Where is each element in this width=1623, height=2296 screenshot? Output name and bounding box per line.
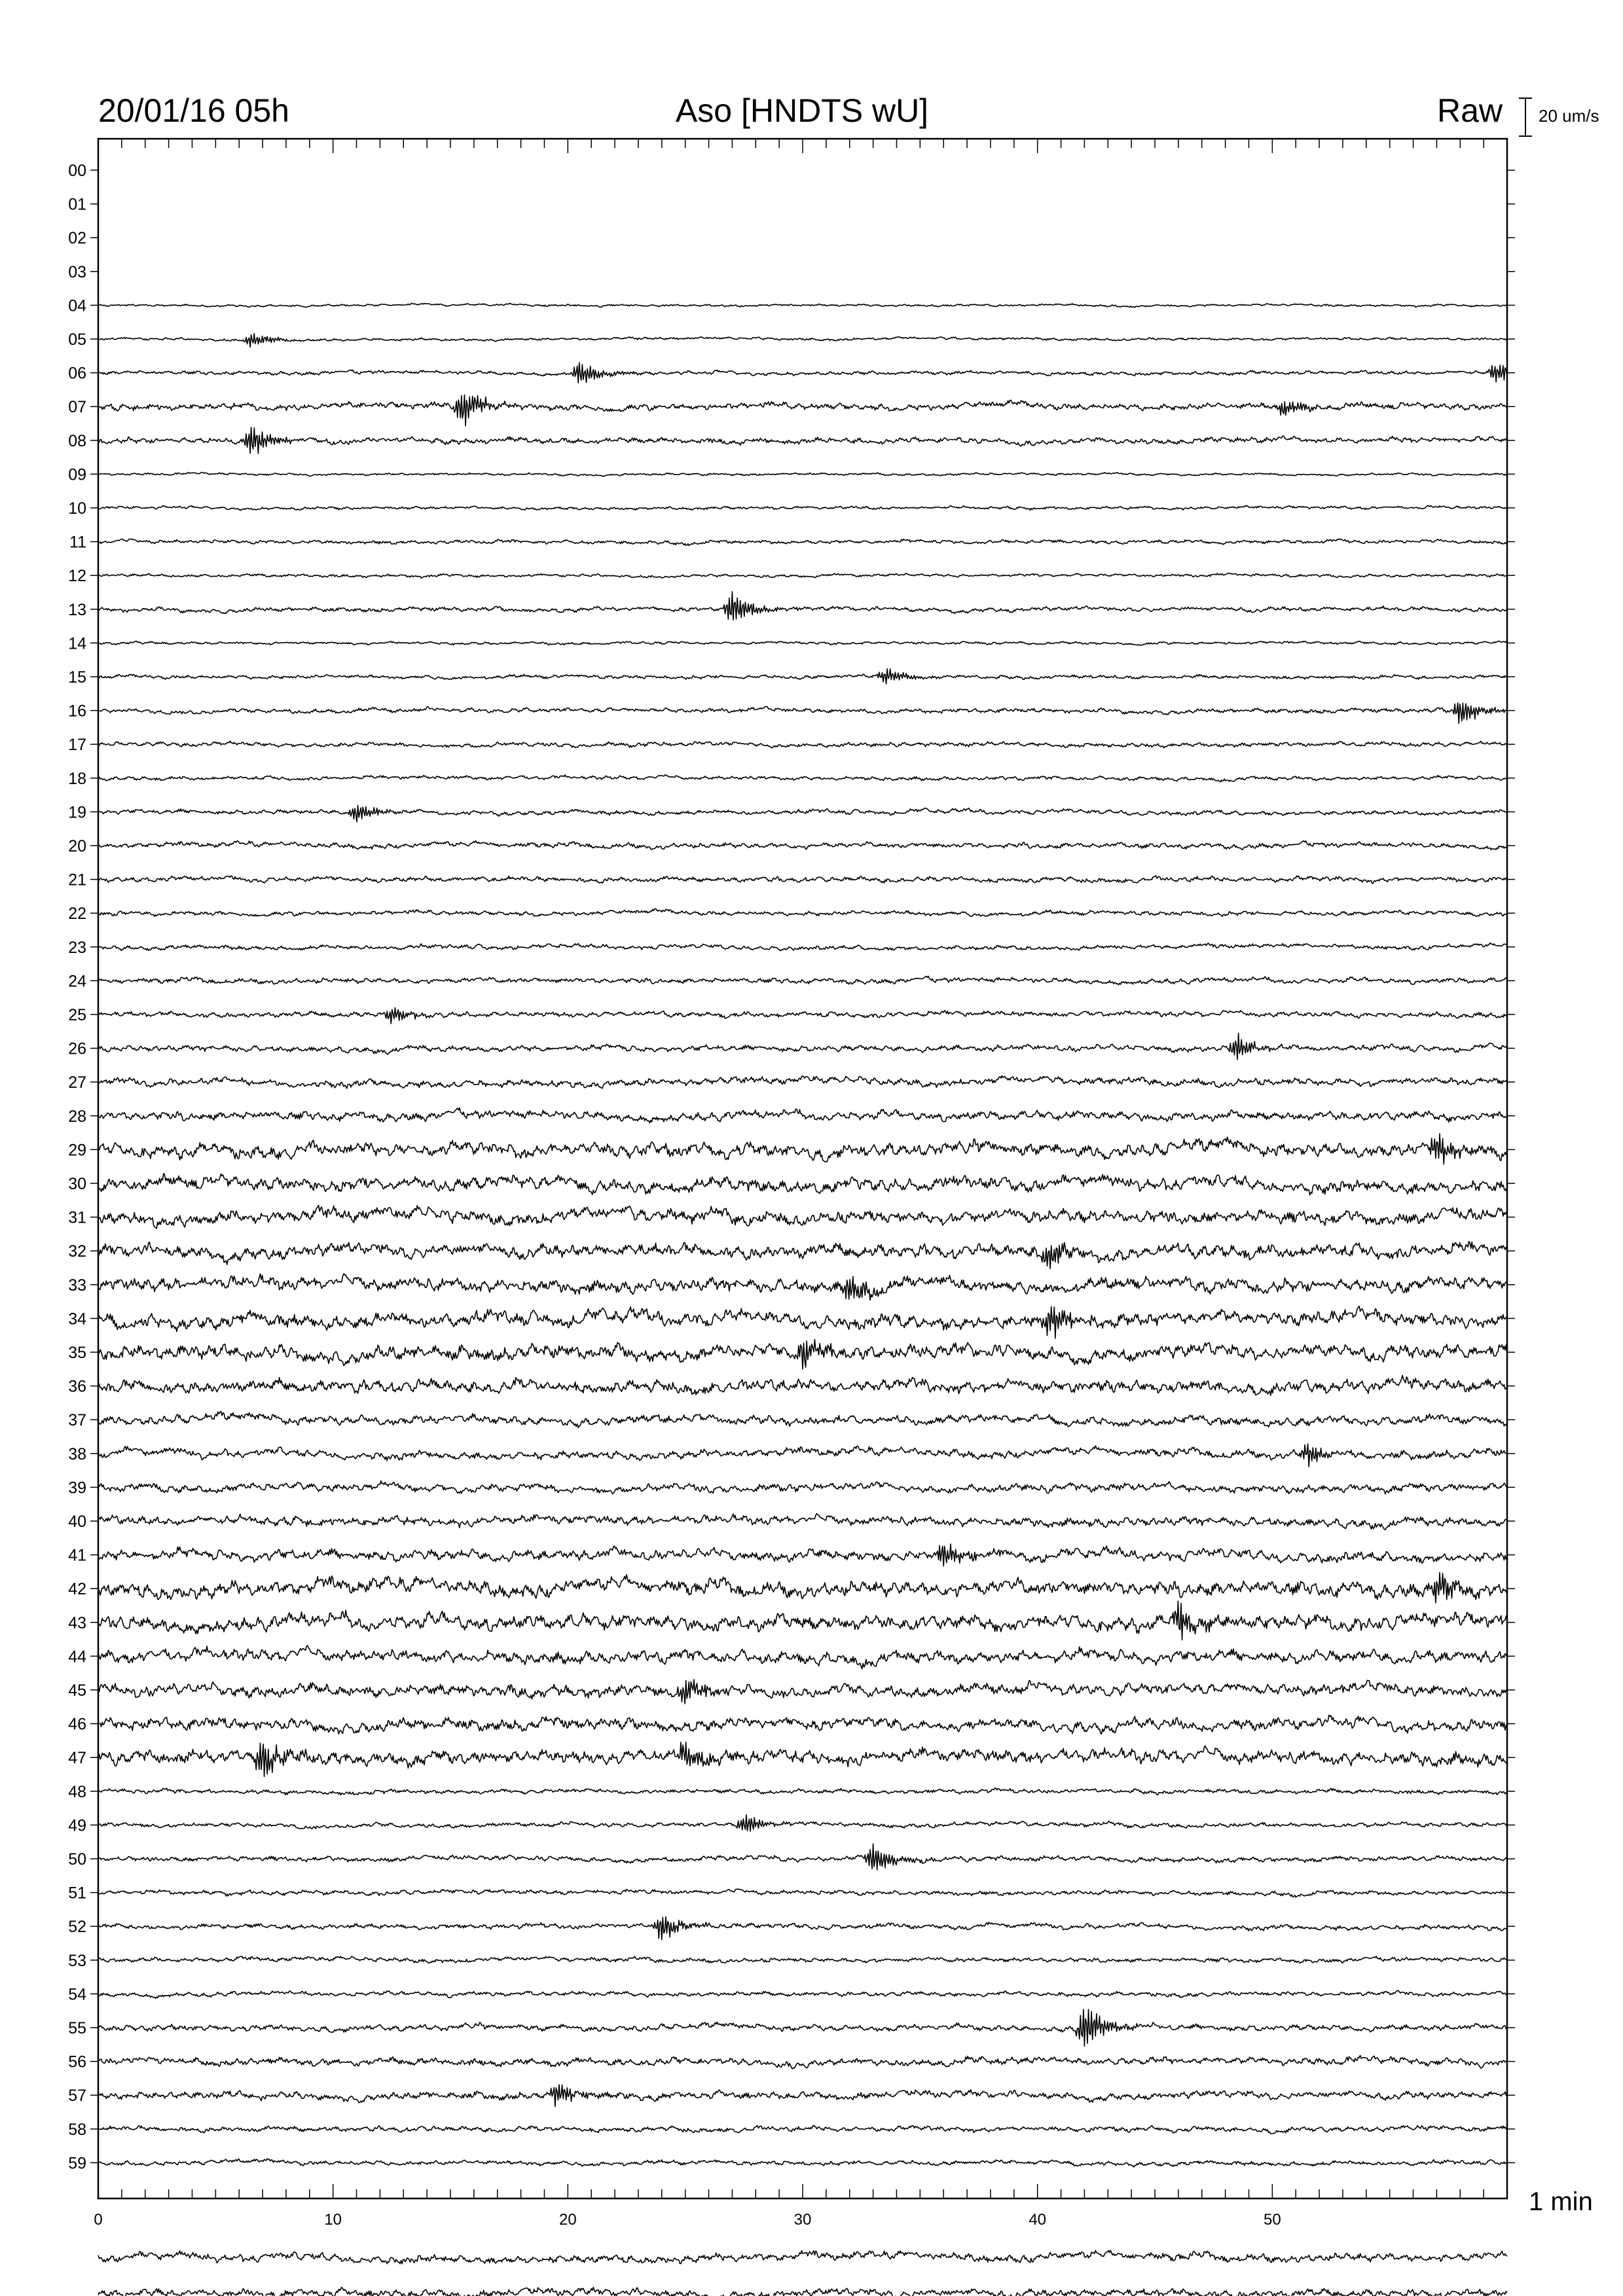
row-label: 36 (68, 1377, 86, 1396)
row-label: 31 (68, 1208, 86, 1227)
trace-26 (98, 1033, 1507, 1060)
station-title: Aso [HNDTS wU] (675, 92, 929, 129)
trace-16 (98, 703, 1507, 724)
trace-28 (98, 1108, 1507, 1123)
scale-bar-label: 20 um/s (1539, 106, 1599, 126)
continuation-trace (98, 2287, 1507, 2296)
trace-18 (98, 775, 1507, 782)
row-label: 11 (69, 533, 86, 552)
trace-34 (98, 1306, 1507, 1338)
row-label: 15 (68, 668, 86, 687)
row-label: 51 (68, 1884, 86, 1903)
trace-21 (98, 876, 1507, 884)
trace-47 (98, 1742, 1507, 1777)
top-axis-ticks (98, 139, 1507, 153)
trace-51 (98, 1889, 1507, 1897)
trace-09 (98, 473, 1507, 476)
row-label: 26 (68, 1039, 86, 1058)
row-label: 25 (68, 1006, 86, 1024)
trace-57 (98, 2085, 1507, 2106)
trace-23 (98, 943, 1507, 951)
row-label: 12 (68, 567, 86, 586)
row-label: 14 (68, 634, 86, 653)
row-label: 55 (68, 2019, 86, 2037)
row-label: 21 (68, 870, 86, 889)
trace-39 (98, 1481, 1507, 1494)
row-label: 08 (68, 431, 86, 450)
trace-40 (98, 1514, 1507, 1530)
trace-41 (98, 1544, 1507, 1566)
row-labels (68, 162, 86, 2172)
row-label: 02 (68, 229, 86, 248)
row-label: 04 (68, 296, 86, 315)
trace-54 (98, 1990, 1507, 1998)
plot-frame (98, 139, 1507, 2198)
trace-05 (98, 334, 1507, 348)
row-label: 03 (68, 262, 86, 281)
row-label: 28 (68, 1107, 86, 1126)
row-label: 33 (68, 1276, 86, 1295)
trace-56 (98, 2055, 1507, 2069)
row-label: 22 (68, 905, 86, 924)
trace-53 (98, 1956, 1507, 1963)
row-label: 00 (68, 162, 86, 180)
row-label: 06 (68, 364, 86, 383)
trace-14 (98, 641, 1507, 645)
row-label: 13 (68, 600, 86, 619)
row-label: 48 (68, 1782, 86, 1801)
trace-17 (98, 741, 1507, 748)
seismic-traces (98, 303, 1507, 2167)
x-tick-label: 20 (558, 2211, 577, 2229)
row-label: 01 (68, 195, 86, 214)
row-label: 20 (68, 837, 86, 855)
row-label: 19 (68, 803, 86, 822)
x-axis-tick-labels (94, 2211, 1281, 2229)
row-label: 23 (68, 938, 86, 957)
trace-19 (98, 806, 1507, 822)
continuation-trace (98, 2250, 1507, 2264)
trace-25 (98, 1008, 1507, 1024)
trace-43 (98, 1601, 1507, 1640)
row-label: 38 (68, 1444, 86, 1463)
row-label: 35 (68, 1344, 86, 1362)
trace-15 (98, 669, 1507, 684)
row-label: 34 (68, 1310, 86, 1329)
x-tick-label: 10 (324, 2211, 342, 2229)
trace-42 (98, 1573, 1507, 1604)
trace-07 (98, 395, 1507, 425)
trace-24 (98, 977, 1507, 985)
x-tick-label: 0 (94, 2211, 103, 2229)
row-label: 29 (68, 1141, 86, 1160)
trace-32 (98, 1242, 1507, 1269)
row-label: 52 (68, 1918, 86, 1937)
row-label: 42 (68, 1580, 86, 1599)
trace-49 (98, 1815, 1507, 1831)
row-label: 46 (68, 1715, 86, 1734)
trace-55 (98, 2009, 1507, 2046)
trace-08 (98, 427, 1507, 454)
row-label: 53 (68, 1951, 86, 1970)
trace-13 (98, 592, 1507, 620)
trace-31 (98, 1206, 1507, 1229)
trace-27 (98, 1076, 1507, 1089)
row-label: 54 (68, 1985, 86, 2004)
row-label: 09 (68, 465, 86, 484)
trace-45 (98, 1679, 1507, 1704)
row-ticks (90, 170, 1515, 2162)
row-label: 44 (68, 1647, 86, 1666)
row-label: 18 (68, 769, 86, 788)
trace-52 (98, 1917, 1507, 1940)
trace-59 (98, 2159, 1507, 2167)
trace-33 (98, 1274, 1507, 1300)
x-tick-label: 30 (793, 2211, 812, 2229)
row-label: 30 (68, 1175, 86, 1193)
trace-48 (98, 1788, 1507, 1795)
row-label: 59 (68, 2154, 86, 2173)
trace-11 (98, 539, 1507, 545)
row-label: 45 (68, 1681, 86, 1700)
date-hour-label: 20/01/16 05h (98, 92, 289, 129)
trace-35 (98, 1339, 1507, 1369)
row-label: 41 (68, 1546, 86, 1565)
row-label: 43 (68, 1613, 86, 1632)
row-label: 05 (68, 331, 86, 349)
x-tick-label: 50 (1263, 2211, 1281, 2229)
row-label: 07 (68, 398, 86, 417)
row-label: 40 (68, 1513, 86, 1531)
trace-06 (98, 363, 1507, 383)
row-label: 47 (68, 1749, 86, 1768)
row-label: 58 (68, 2120, 86, 2139)
trace-37 (98, 1411, 1507, 1427)
row-label: 27 (68, 1073, 86, 1092)
trace-04 (98, 303, 1507, 307)
row-label: 17 (68, 736, 86, 755)
mode-label: Raw (1437, 92, 1503, 129)
trace-29 (98, 1134, 1507, 1164)
row-label: 50 (68, 1850, 86, 1869)
trace-38 (98, 1444, 1507, 1467)
trace-44 (98, 1645, 1507, 1669)
row-label: 37 (68, 1411, 86, 1430)
x-axis-unit-label: 1 min (1529, 2187, 1593, 2216)
bottom-axis-ticks (98, 2184, 1507, 2198)
row-label: 32 (68, 1242, 86, 1261)
scale-bar (1519, 98, 1532, 136)
row-label: 16 (68, 702, 86, 721)
trace-46 (98, 1715, 1507, 1734)
row-label: 10 (68, 499, 86, 518)
trace-58 (98, 2125, 1507, 2134)
x-tick-label: 40 (1029, 2211, 1047, 2229)
trace-10 (98, 505, 1507, 511)
continuation-traces (98, 2250, 1507, 2296)
row-label: 56 (68, 2053, 86, 2072)
row-label: 39 (68, 1479, 86, 1498)
trace-50 (98, 1844, 1507, 1870)
trace-12 (98, 573, 1507, 579)
trace-22 (98, 908, 1507, 916)
trace-36 (98, 1375, 1507, 1395)
trace-30 (98, 1174, 1507, 1195)
row-label: 24 (68, 972, 86, 991)
row-label: 57 (68, 2087, 86, 2106)
row-label: 49 (68, 1816, 86, 1835)
trace-20 (98, 841, 1507, 850)
